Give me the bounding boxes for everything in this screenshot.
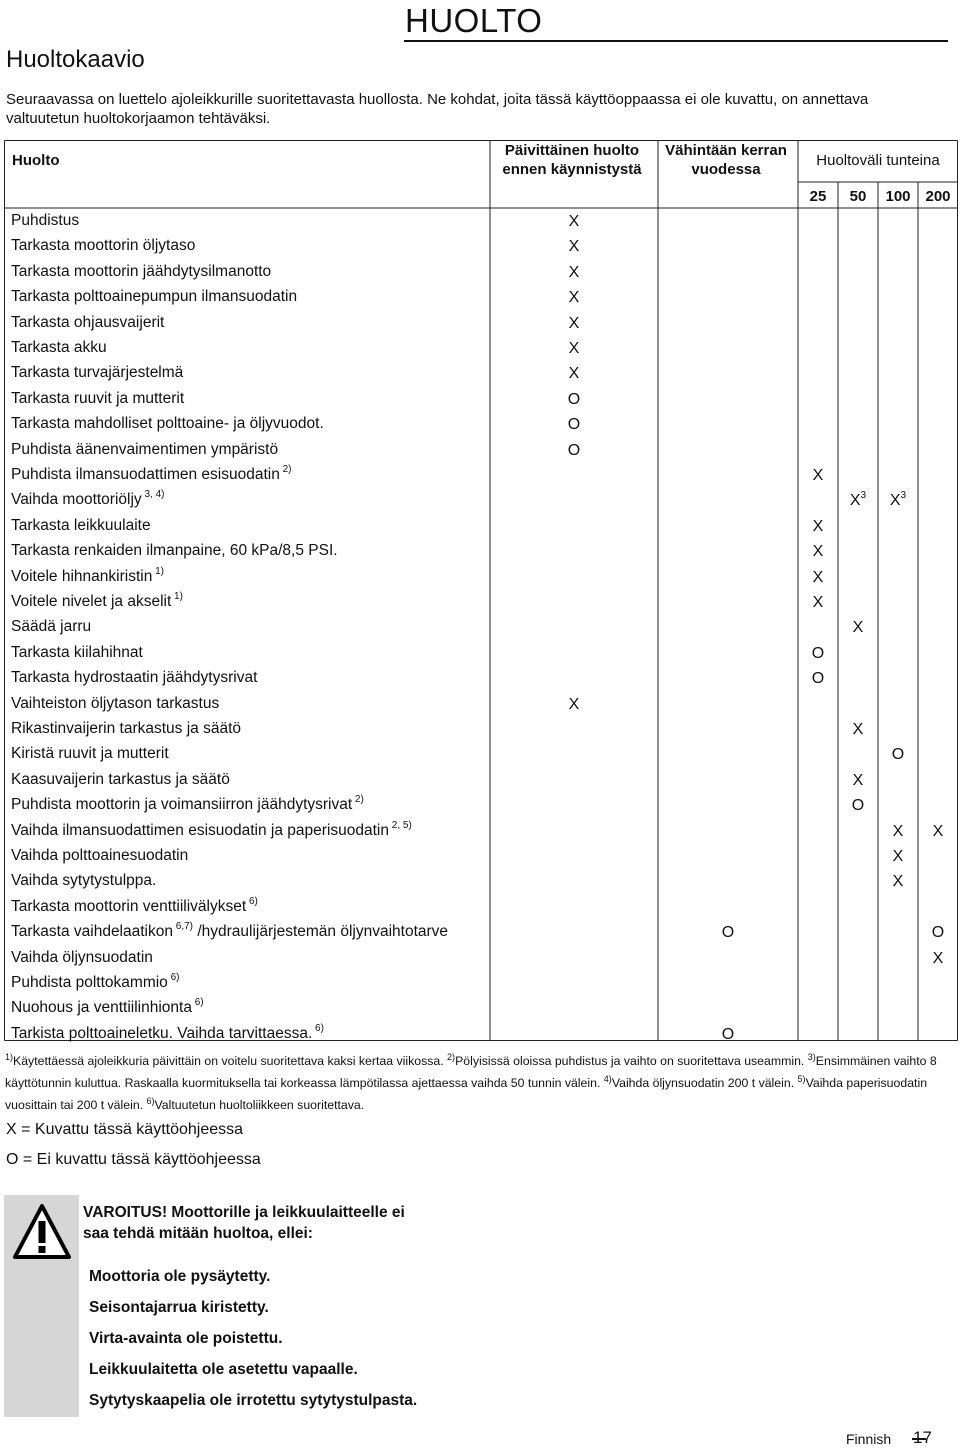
header-task: Huolto [12,152,60,169]
task-label: Tarkasta mahdolliset polttoaine- ja öljyvuodot. [11,415,324,433]
task-label: Vaihda öljynsuodatin [11,948,153,966]
schedule-mark: X [852,619,864,637]
task-label: Säädä jarru [11,618,92,636]
schedule-mark: X [852,721,864,738]
task-label: Puhdista moottorin ja voimansiirron jäähdytysrivat $^{2)}$ [11,794,364,814]
task-label: Tarkasta vaihdelaatikon $^{6,7)}$ /hydraulijärjestemän öljynvaihtotarve [11,921,449,941]
schedule-mark: X [852,771,864,789]
task-label: Tarkasta moottorin öljytaso [11,237,196,255]
schedule-mark: O [811,644,825,662]
footnote: $^{6)}$Valtuutetun huoltoliikkeen suoritettava. [146,1096,365,1112]
task-label: Tarkasta renkaiden ilmanpaine, 60 kPa/8,5 PSI. [11,542,338,560]
warning-item: Leikkuulaitetta ole asetettu vapaalle. [89,1361,358,1378]
schedule-mark: X [568,314,580,332]
header-daily: Päivittäinen huolto ennen käynnistystä [502,142,642,178]
schedule-mark: X [892,873,904,891]
header-hours-50: 50 [849,188,867,205]
task-label: Puhdistus [11,212,80,229]
schedule-mark: X [568,213,580,230]
schedule-mark: X [568,695,580,713]
task-label: Rikastinvaijerin tarkastus ja säätö [11,720,242,737]
schedule-mark: $X^3$ [889,490,907,510]
task-label: Tarkasta ruuvit ja mutterit [11,389,185,407]
schedule-mark: O [891,746,905,764]
task-label: Vaihda sytytystulppa. [11,872,157,890]
task-label: Voitele hihnankiristin $^{1)}$ [11,565,164,585]
schedule-mark: O [931,924,945,942]
schedule-mark: O [567,390,581,408]
task-label: Tarkasta polttoainepumpun ilmansuodatin [11,288,298,306]
footnote: $^{5)}$Vaihda paperisuodatin vuosittain tai 200 t välein. [5,1074,928,1112]
task-label: Puhdista ilmansuodattimen esisuodatin $^{2)}$ [11,464,292,483]
page-header-title: HUOLTO [405,2,543,39]
intro-paragraph: Seuraavassa on luettelo ajoleikkurille suoritettavasta huollosta. Ne kohdat, joita tässä käyttöoppaassa ei ole kuvattu, on annettava valtuutetun huoltokorjaamon tehtäväksi. [6,91,869,127]
footnote: $^{3)}$Ensimmäinen vaihto 8 käyttötunnin kuluttua. Raskaalla kuormituksella tai korkeassa lämpötilassa ajettaessa vaihda 50 tunnin välein. [5,1052,937,1090]
schedule-mark: X [932,949,944,967]
schedule-mark: X [568,365,580,383]
schedule-mark: X [812,467,824,484]
page-number: 17 [913,1428,932,1447]
schedule-mark: O [851,797,865,815]
task-label: Tarkasta kiilahihnat [11,643,143,661]
task-label: Puhdista äänenvaimentimen ympäristö [11,440,279,458]
footnotes [5,1051,940,1117]
warning-item: Moottoria ole pysäytetty. [89,1268,271,1285]
task-label: Tarkista polttoaineletku. Vaihda tarvittaessa. $^{6)}$ [11,1022,324,1042]
task-label: Tarkasta turvajärjestelmä [11,364,184,382]
maintenance-schedule-table [4,140,958,1041]
task-label: Voitele nivelet ja akselit $^{1)}$ [11,591,183,610]
header-hours-25: 25 [809,188,827,205]
header-hours-100: 100 [885,188,911,205]
warning-item: Seisontajarrua kiristetty. [89,1299,269,1316]
footnote: $^{2)}$Pölyisissä oloissa puhdistus ja vaihto on suoritettava useammin. [447,1052,808,1068]
schedule-mark: X [568,238,580,256]
schedule-mark: X [812,594,824,611]
schedule-mark: X [892,822,904,840]
task-label: Tarkasta moottorin venttiilivälykset $^{6)}$ [11,895,258,915]
schedule-mark: X [568,340,580,357]
schedule-mark: X [812,568,824,586]
task-label: Nuohous ja venttiilinhionta $^{6)}$ [11,997,204,1017]
schedule-mark: X [568,289,580,307]
task-label: Tarkasta akku [11,339,107,356]
task-label: Tarkasta moottorin jäähdytysilmanotto [11,262,272,280]
warning-item: Virta-avainta ole poistettu. [89,1330,283,1347]
task-label: Puhdista polttokammio $^{6)}$ [11,972,180,991]
warning-triangle-icon [12,1203,72,1261]
schedule-mark: X [812,543,824,561]
schedule-mark: $X^3$ [849,490,867,510]
task-label: Kiristä ruuvit ja mutterit [11,745,169,763]
legend-x: X = Kuvattu tässä käyttöohjeessa [6,1121,244,1138]
schedule-mark: O [567,416,581,434]
warning-title: VAROITUS! Moottorille ja leikkuulaitteelle ei saa tehdä mitään huoltoa, ellei: [83,1204,405,1242]
footer-language: Finnish [846,1431,892,1447]
section-title: Huoltokaavio [6,46,145,73]
schedule-mark: X [812,517,824,535]
task-label: Tarkasta leikkuulaite [11,516,151,534]
task-label: Tarkasta hydrostaatin jäähdytysrivat [11,669,258,687]
schedule-mark: O [721,1025,735,1043]
header-hours-200: 200 [925,188,951,205]
schedule-mark: O [721,924,735,942]
task-label: Tarkasta ohjausvaijerit [11,313,165,331]
header-interval: Huoltoväli tunteina [816,152,940,169]
schedule-mark: O [567,441,581,459]
task-label: Kaasuvaijerin tarkastus ja säätö [11,770,230,788]
task-label: Vaihteiston öljytason tarkastus [11,694,220,712]
task-label: Vaihda moottoriöljy $^{3, 4)}$ [11,489,165,509]
header-rule [404,40,948,42]
task-label: Vaihda ilmansuodattimen esisuodatin ja paperisuodatin $^{2, 5)}$ [11,819,412,839]
schedule-mark: X [932,822,944,840]
task-label: Vaihda polttoainesuodatin [11,847,189,864]
footnote: $^{4)}$Vaihda öljynsuodatin 200 t välein. [603,1074,798,1090]
legend-o: O = Ei kuvattu tässä käyttöohjeessa [6,1151,261,1168]
schedule-mark: X [568,263,580,281]
schedule-mark: X [892,848,904,865]
footnote: $^{1)}$Käytettäessä ajoleikkuria päivittäin on voitelu suoritettava kaksi kertaa viikossa. [5,1052,448,1068]
header-yearly: Vähintään kerran vuodessa [665,142,787,178]
schedule-mark: O [811,670,825,688]
warning-item: Sytytyskaapelia ole irrotettu sytytystulpasta. [89,1392,418,1409]
